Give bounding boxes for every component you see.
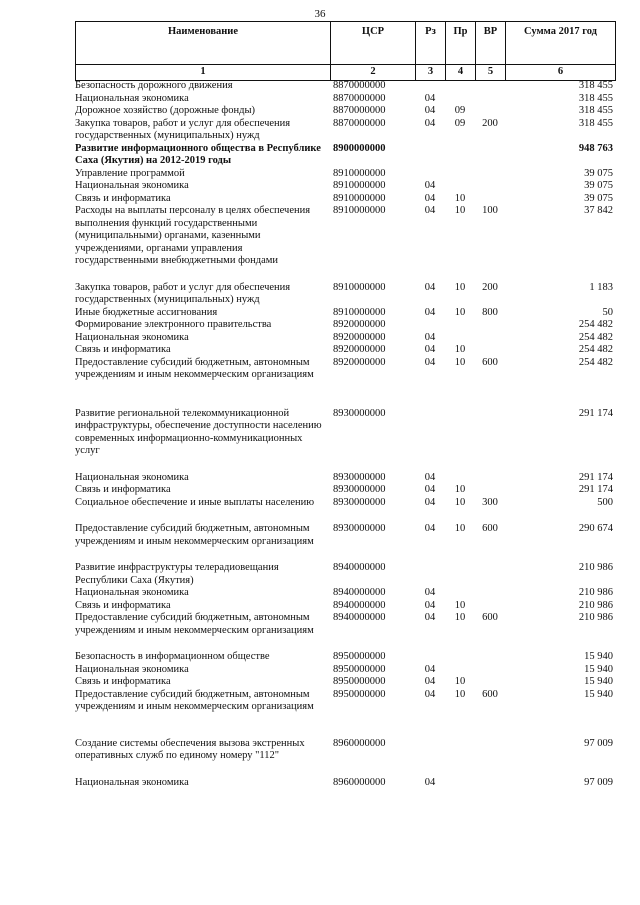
table-row bbox=[75, 205, 615, 282]
row-vr bbox=[475, 344, 505, 357]
row-csr: 8910000000 bbox=[333, 205, 386, 216]
row-name: Дорожное хозяйство (дорожные фонды) bbox=[75, 105, 256, 116]
table-row bbox=[75, 523, 615, 562]
table-header bbox=[75, 21, 616, 81]
row-pr bbox=[445, 777, 475, 790]
column-number: 6 bbox=[506, 65, 616, 81]
row-pr: 10 bbox=[454, 192, 466, 204]
row-pr: 10 bbox=[454, 676, 466, 687]
table-row bbox=[75, 193, 615, 206]
row-rz: 04 bbox=[424, 612, 436, 623]
column-number: 4 bbox=[446, 65, 476, 81]
row-sum: 39 075 bbox=[584, 180, 613, 191]
table-row bbox=[75, 168, 615, 181]
row-vr bbox=[475, 472, 505, 485]
row-pr: 10 bbox=[454, 356, 466, 368]
table-row bbox=[75, 93, 615, 106]
row-name: Связь и информатика bbox=[75, 344, 171, 355]
row-sum: 50 bbox=[602, 306, 613, 318]
row-rz: 04 bbox=[424, 484, 436, 495]
table-row bbox=[75, 777, 615, 790]
row-rz: 04 bbox=[424, 496, 436, 508]
row-name: Национальная экономика bbox=[75, 471, 189, 483]
row-rz: 04 bbox=[424, 117, 436, 129]
row-name: Предоставление субсидий бюджетным, автономным учреждениям и иным некоммерческим организациям bbox=[75, 523, 314, 547]
row-vr: 300 bbox=[482, 496, 498, 508]
row-csr: 8870000000 bbox=[333, 80, 386, 91]
table-row bbox=[75, 484, 615, 497]
row-rz: 04 bbox=[424, 92, 436, 104]
row-csr: 8940000000 bbox=[333, 612, 386, 623]
row-vr bbox=[475, 168, 505, 181]
row-sum: 210 986 bbox=[578, 587, 613, 598]
row-name: Развитие региональной телекоммуникационной инфраструктуры, обеспечение доступности населению современных информационно-коммуникационных услуг bbox=[75, 407, 322, 456]
row-pr: 10 bbox=[454, 484, 466, 495]
row-name: Формирование электронного правительства bbox=[75, 319, 272, 330]
row-name: Национальная экономика bbox=[75, 663, 189, 675]
row-csr: 8940000000 bbox=[333, 587, 386, 598]
row-vr: 600 bbox=[482, 612, 498, 623]
row-pr bbox=[445, 472, 475, 485]
row-sum: 1 183 bbox=[589, 281, 613, 293]
column-number: 1 bbox=[76, 65, 331, 81]
row-vr bbox=[475, 105, 505, 118]
row-pr: 10 bbox=[454, 344, 466, 355]
column-header-name: Наименование bbox=[76, 22, 331, 65]
row-rz: 04 bbox=[424, 599, 436, 611]
row-name: Закупка товаров, работ и услуг для обеспечения государственных (муниципальных) нужд bbox=[75, 281, 291, 305]
row-pr bbox=[445, 332, 475, 345]
row-vr bbox=[475, 664, 505, 677]
row-pr: 10 bbox=[454, 523, 466, 534]
column-header-csr: ЦСР bbox=[331, 22, 416, 65]
row-vr: 200 bbox=[482, 281, 498, 293]
row-name: Национальная экономика bbox=[75, 331, 189, 343]
row-name: Развитие инфраструктуры телерадиовещания Республики Саха (Якутия) bbox=[75, 562, 279, 586]
row-sum: 318 455 bbox=[578, 80, 613, 91]
column-header-vr: ВР bbox=[476, 22, 506, 65]
row-csr: 8870000000 bbox=[333, 105, 386, 116]
row-name: Безопасность в информационном обществе bbox=[75, 651, 270, 662]
row-name: Развитие информационного общества в Республике Саха (Якутия) на 2012-2019 годы bbox=[75, 142, 321, 166]
table-row bbox=[75, 319, 615, 332]
row-vr: 600 bbox=[482, 523, 498, 534]
row-name: Безопасность дорожного движения bbox=[75, 80, 233, 91]
row-vr bbox=[475, 180, 505, 193]
row-rz: 04 bbox=[424, 676, 436, 687]
column-number: 3 bbox=[416, 65, 446, 81]
row-rz bbox=[415, 80, 445, 93]
row-sum: 948 763 bbox=[578, 142, 613, 154]
row-name: Социальное обеспечение и иные выплаты населению bbox=[75, 496, 315, 508]
table-row bbox=[75, 612, 615, 651]
row-sum: 39 075 bbox=[584, 167, 613, 179]
row-sum: 318 455 bbox=[578, 105, 613, 116]
row-csr: 8930000000 bbox=[333, 471, 386, 483]
row-name: Национальная экономика bbox=[75, 92, 189, 104]
row-vr bbox=[475, 193, 505, 206]
table-row bbox=[75, 105, 615, 118]
table-row bbox=[75, 587, 615, 600]
row-pr: 10 bbox=[454, 688, 466, 700]
row-sum: 210 986 bbox=[578, 562, 613, 573]
row-rz: 04 bbox=[424, 587, 436, 598]
row-pr: 10 bbox=[454, 281, 466, 293]
row-pr bbox=[445, 93, 475, 106]
column-header-pr: Пр bbox=[446, 22, 476, 65]
table-row bbox=[75, 332, 615, 345]
page-number: 36 bbox=[314, 8, 326, 20]
budget-table bbox=[75, 80, 615, 789]
row-name: Предоставление субсидий бюджетным, автономным учреждениям и иным некоммерческим организациям bbox=[75, 688, 314, 712]
row-rz: 04 bbox=[424, 776, 436, 788]
row-pr: 10 bbox=[454, 306, 466, 318]
row-name: Национальная экономика bbox=[75, 776, 189, 788]
row-pr bbox=[445, 180, 475, 193]
row-name: Связь и информатика bbox=[75, 599, 171, 611]
row-sum: 318 455 bbox=[578, 117, 613, 129]
row-csr: 8920000000 bbox=[333, 356, 386, 368]
row-csr: 8950000000 bbox=[333, 688, 386, 700]
row-vr bbox=[475, 587, 505, 600]
row-sum: 15 940 bbox=[584, 688, 613, 700]
row-sum: 15 940 bbox=[584, 676, 613, 687]
row-name: Связь и информатика bbox=[75, 676, 171, 687]
row-pr bbox=[445, 651, 475, 664]
row-pr bbox=[445, 562, 475, 587]
table-row bbox=[75, 472, 615, 485]
row-vr bbox=[475, 600, 505, 613]
row-sum: 254 482 bbox=[578, 331, 613, 343]
row-csr: 8950000000 bbox=[333, 651, 386, 662]
row-csr: 8900000000 bbox=[333, 142, 386, 154]
row-csr: 8910000000 bbox=[333, 180, 386, 191]
row-rz bbox=[415, 168, 445, 181]
row-csr: 8960000000 bbox=[333, 737, 386, 749]
row-rz bbox=[415, 738, 445, 777]
row-name: Национальная экономика bbox=[75, 180, 189, 191]
budget-table-body bbox=[75, 80, 615, 789]
row-pr bbox=[445, 738, 475, 777]
table-row bbox=[75, 80, 615, 93]
row-name: Управление программой bbox=[75, 167, 185, 179]
row-sum: 210 986 bbox=[578, 599, 613, 611]
row-rz bbox=[415, 143, 445, 168]
row-csr: 8950000000 bbox=[333, 663, 386, 675]
row-sum: 97 009 bbox=[584, 776, 613, 788]
row-sum: 37 842 bbox=[584, 205, 613, 216]
table-row bbox=[75, 344, 615, 357]
row-sum: 290 674 bbox=[578, 523, 613, 534]
row-vr bbox=[475, 651, 505, 664]
row-name: Связь и информатика bbox=[75, 192, 171, 204]
row-sum: 291 174 bbox=[578, 471, 613, 483]
row-rz: 04 bbox=[424, 356, 436, 368]
row-vr bbox=[475, 332, 505, 345]
row-vr: 100 bbox=[482, 205, 498, 216]
table-row bbox=[75, 180, 615, 193]
table-row bbox=[75, 408, 615, 472]
row-sum: 291 174 bbox=[578, 484, 613, 495]
table-row bbox=[75, 738, 615, 777]
table-row bbox=[75, 357, 615, 408]
row-name: Создание системы обеспечения вызова экстренных оперативных служб по единому номеру "112" bbox=[75, 737, 305, 761]
row-sum: 15 940 bbox=[584, 663, 613, 675]
column-header-sum: Сумма 2017 год bbox=[506, 22, 616, 65]
table-row bbox=[75, 118, 615, 143]
row-vr bbox=[475, 562, 505, 587]
row-pr bbox=[445, 319, 475, 332]
column-number: 5 bbox=[476, 65, 506, 81]
row-csr: 8930000000 bbox=[333, 523, 386, 534]
row-pr: 10 bbox=[454, 599, 466, 611]
table-row bbox=[75, 676, 615, 689]
row-rz bbox=[415, 562, 445, 587]
row-vr bbox=[475, 408, 505, 472]
row-name: Связь и информатика bbox=[75, 484, 171, 495]
column-number: 2 bbox=[331, 65, 416, 81]
row-csr: 8920000000 bbox=[333, 319, 386, 330]
row-vr bbox=[475, 777, 505, 790]
row-rz: 04 bbox=[424, 663, 436, 675]
row-csr: 8920000000 bbox=[333, 344, 386, 355]
row-csr: 8870000000 bbox=[333, 92, 386, 104]
row-sum: 254 482 bbox=[578, 356, 613, 368]
row-csr: 8910000000 bbox=[333, 281, 386, 293]
row-rz: 04 bbox=[424, 688, 436, 700]
row-pr bbox=[445, 587, 475, 600]
row-csr: 8930000000 bbox=[333, 496, 386, 508]
row-sum: 97 009 bbox=[584, 737, 613, 749]
row-vr bbox=[475, 80, 505, 93]
row-rz: 04 bbox=[424, 105, 436, 116]
row-sum: 210 986 bbox=[578, 612, 613, 623]
row-vr bbox=[475, 143, 505, 168]
row-sum: 254 482 bbox=[578, 344, 613, 355]
table-row bbox=[75, 307, 615, 320]
row-csr: 8960000000 bbox=[333, 776, 386, 788]
row-pr: 09 bbox=[454, 117, 466, 129]
row-csr: 8940000000 bbox=[333, 599, 386, 611]
row-pr bbox=[445, 168, 475, 181]
row-name: Предоставление субсидий бюджетным, автономным учреждениям и иным некоммерческим организациям bbox=[75, 356, 314, 380]
row-csr: 8870000000 bbox=[333, 117, 386, 129]
row-rz: 04 bbox=[424, 331, 436, 343]
table-row bbox=[75, 282, 615, 307]
row-pr bbox=[445, 80, 475, 93]
column-header-rz: Рз bbox=[416, 22, 446, 65]
row-csr: 8910000000 bbox=[333, 167, 386, 179]
row-vr bbox=[475, 484, 505, 497]
row-rz: 04 bbox=[424, 471, 436, 483]
row-csr: 8910000000 bbox=[333, 192, 386, 204]
row-name: Расходы на выплаты персоналу в целях обеспечения выполнения функций государственными (муниципальными) органами, казенными учреждениями, органами управления государственными внебюджетными фондами bbox=[75, 205, 311, 266]
row-vr bbox=[475, 738, 505, 777]
row-sum: 318 455 bbox=[578, 92, 613, 104]
row-csr: 8950000000 bbox=[333, 676, 386, 687]
row-rz bbox=[415, 319, 445, 332]
row-pr: 10 bbox=[454, 205, 466, 216]
table-row bbox=[75, 664, 615, 677]
row-vr: 600 bbox=[482, 688, 498, 700]
row-pr bbox=[445, 408, 475, 472]
row-rz bbox=[415, 408, 445, 472]
row-rz: 04 bbox=[424, 281, 436, 293]
row-sum: 254 482 bbox=[578, 319, 613, 330]
row-name: Закупка товаров, работ и услуг для обеспечения государственных (муниципальных) нужд bbox=[75, 117, 291, 141]
row-pr: 10 bbox=[454, 496, 466, 508]
row-pr: 09 bbox=[454, 105, 466, 116]
row-vr bbox=[475, 676, 505, 689]
table-row bbox=[75, 651, 615, 664]
table-row bbox=[75, 143, 615, 168]
row-rz bbox=[415, 651, 445, 664]
row-csr: 8930000000 bbox=[333, 407, 386, 419]
row-csr: 8910000000 bbox=[333, 306, 386, 318]
table-row bbox=[75, 497, 615, 524]
row-rz: 04 bbox=[424, 523, 436, 534]
row-vr bbox=[475, 93, 505, 106]
row-vr: 200 bbox=[482, 117, 498, 129]
row-name: Предоставление субсидий бюджетным, автономным учреждениям и иным некоммерческим организациям bbox=[75, 612, 314, 636]
row-rz: 04 bbox=[424, 192, 436, 204]
row-sum: 291 174 bbox=[578, 407, 613, 419]
row-pr: 10 bbox=[454, 612, 466, 623]
row-rz: 04 bbox=[424, 306, 436, 318]
table-row bbox=[75, 562, 615, 587]
row-name: Национальная экономика bbox=[75, 587, 189, 598]
row-pr bbox=[445, 664, 475, 677]
row-sum: 15 940 bbox=[584, 651, 613, 662]
row-csr: 8940000000 bbox=[333, 562, 386, 573]
row-csr: 8930000000 bbox=[333, 484, 386, 495]
row-rz: 04 bbox=[424, 180, 436, 191]
table-row bbox=[75, 600, 615, 613]
row-sum: 500 bbox=[597, 496, 613, 508]
row-rz: 04 bbox=[424, 205, 436, 216]
row-sum: 39 075 bbox=[584, 192, 613, 204]
table-row bbox=[75, 689, 615, 738]
row-vr: 800 bbox=[482, 306, 498, 318]
row-vr bbox=[475, 319, 505, 332]
row-csr: 8920000000 bbox=[333, 331, 386, 343]
row-vr: 600 bbox=[482, 356, 498, 368]
row-name: Иные бюджетные ассигнования bbox=[75, 306, 218, 318]
row-pr bbox=[445, 143, 475, 168]
row-rz: 04 bbox=[424, 344, 436, 355]
